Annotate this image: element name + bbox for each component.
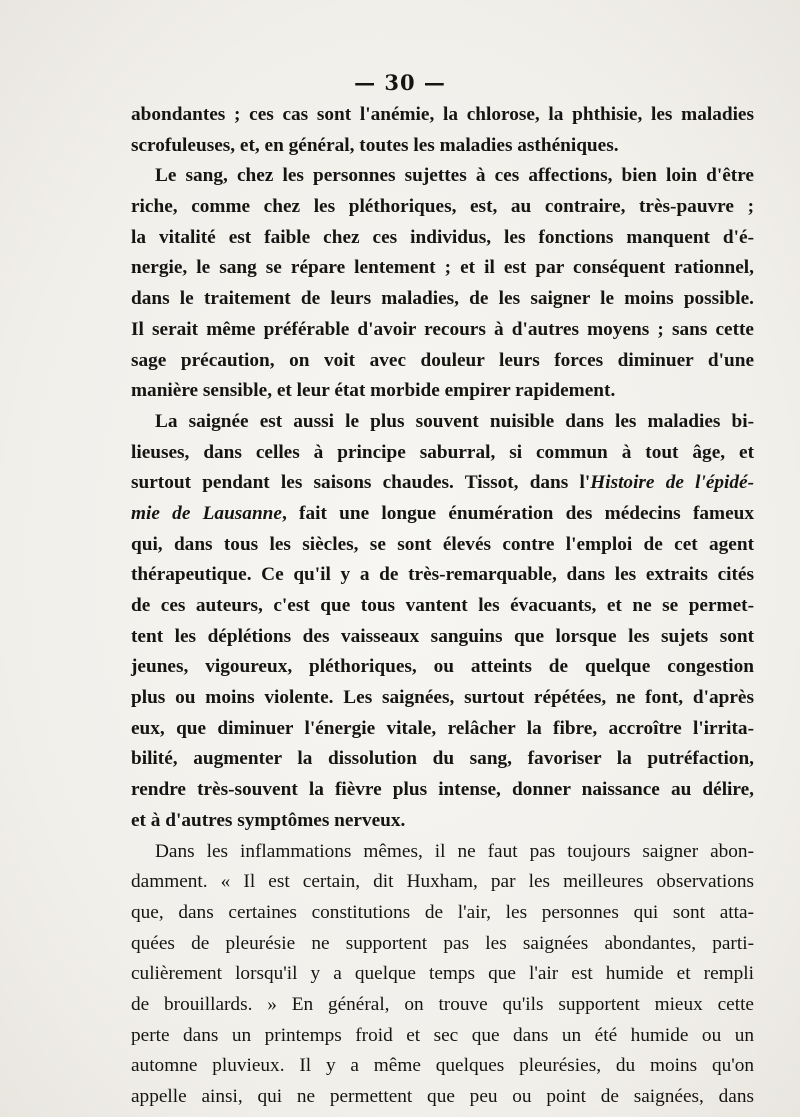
text-line: tent les déplétions des vaisseaux sanguins que lorsque les sujets sont bbox=[131, 625, 754, 647]
text-line: riche, comme chez les pléthoriques, est, au contraire, très-pauvre ; bbox=[131, 196, 754, 218]
text-line: nergie, le sang se répare lentement ; et il est par conséquent rationnel, bbox=[131, 257, 754, 279]
text-line: jeunes, vigoureux, pléthoriques, ou atteints de quelque congestion bbox=[131, 656, 754, 678]
page-number: — 30 — bbox=[354, 70, 446, 95]
text-line: plus ou moins violente. Les saignées, surtout répétées, ne font, d'après bbox=[131, 687, 754, 709]
text-line-rest: , fait une longue énumération des médecins fameux bbox=[281, 502, 754, 524]
text-line: Il serait même préférable d'avoir recours à d'autres moyens ; sans cette bbox=[131, 318, 754, 340]
text-line: rendre très-souvent la fièvre plus intense, donner naissance au délire, bbox=[131, 779, 754, 801]
text-line: La saignée est aussi le plus souvent nuisible dans les maladies bi- bbox=[155, 410, 754, 432]
text-line: Dans les inflammations mêmes, il ne faut pas toujours saigner abon- bbox=[155, 840, 754, 862]
text-line: lieuses, dans celles à principe saburral, si commun à tout âge, et bbox=[131, 441, 754, 463]
text-line: damment. « Il est certain, dit Huxham, par les meilleures observations bbox=[131, 871, 754, 893]
text-line: eux, que diminuer l'énergie vitale, relâcher la fibre, accroître l'irrita- bbox=[131, 717, 754, 739]
text-line-start: surtout pendant les saisons chaudes. Tissot, dans l' bbox=[131, 472, 591, 494]
text-line: scrofuleuses, et, en général, toutes les maladies asthéniques. bbox=[131, 134, 619, 156]
text-line: la vitalité est faible chez ces individus, les fonctions manquent d'é- bbox=[131, 226, 754, 248]
text-line: abondantes ; ces cas sont l'anémie, la chlorose, la phthisie, les maladies bbox=[131, 104, 754, 125]
text-line: manière sensible, et leur état morbide empirer rapidement. bbox=[131, 380, 616, 402]
text-line-with-italic bbox=[131, 499, 754, 530]
body-text bbox=[131, 100, 754, 1113]
text-line: appelle ainsi, qui ne permettent que peu ou point de saignées, dans bbox=[131, 1086, 754, 1107]
text-line: bilité, augmenter la dissolution du sang, favoriser la putréfaction, bbox=[131, 748, 754, 770]
text-line: Le sang, chez les personnes sujettes à ces affections, bien loin d'être bbox=[155, 165, 754, 187]
text-line: thérapeutique. Ce qu'il y a de très-remarquable, dans les extraits cités bbox=[131, 564, 754, 586]
text-line: de brouillards. » En général, on trouve qu'ils supportent mieux cette bbox=[131, 993, 754, 1015]
text-line: et à d'autres symptômes nerveux. bbox=[131, 809, 406, 831]
text-line: qui, dans tous les siècles, se sont élevés contre l'emploi de cet agent bbox=[131, 533, 754, 555]
text-line: culièrement lorsqu'il y a quelque temps que l'air est humide et rempli bbox=[131, 963, 754, 985]
italic-book-title: Histoire de l'épidé- bbox=[590, 472, 754, 494]
text-line: que, dans certaines constitutions de l'air, les personnes qui sont atta- bbox=[131, 901, 754, 923]
text-line: sage précaution, on voit avec douleur leurs forces diminuer d'une bbox=[131, 349, 754, 371]
text-line: automne pluvieux. Il y a même quelques pleurésies, du moins qu'on bbox=[131, 1055, 754, 1077]
italic-book-title-cont: mie de Lausanne bbox=[131, 502, 282, 524]
text-line: dans le traitement de leurs maladies, de les saigner le moins possible. bbox=[131, 288, 754, 310]
text-line: de ces auteurs, c'est que tous vantent les évacuants, et ne se permet- bbox=[131, 595, 754, 616]
text-line: quées de pleurésie ne supportent pas les saignées abondantes, parti- bbox=[131, 932, 754, 954]
text-line: perte dans un printemps froid et sec que dans un été humide ou un bbox=[131, 1024, 754, 1046]
text-line-with-italic bbox=[131, 468, 754, 499]
